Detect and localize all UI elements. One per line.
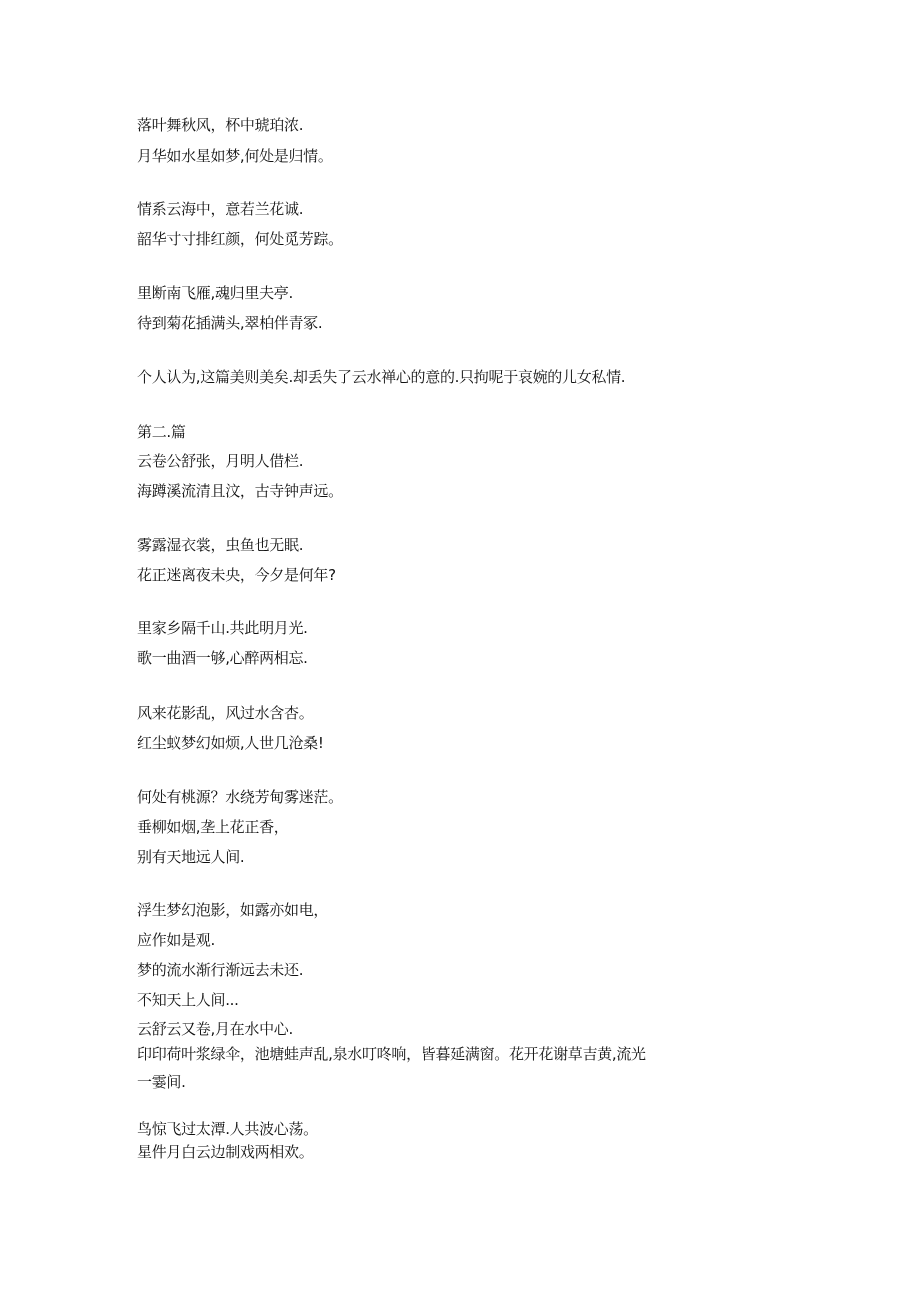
section-heading: 第二.篇 <box>137 423 186 441</box>
poem-line: 应作如是观. <box>137 931 215 949</box>
poem-line: 印印荷叶浆绿伞，池塘蛙声乱,泉水叮咚响，皆暮延满窗。花开花谢草吉黄,流光 <box>137 1045 646 1063</box>
poem-line: 里断南飞雁,魂归里夫亭. <box>137 284 293 302</box>
poem-line: 雾露湿衣裳，虫鱼也无眠. <box>137 536 304 554</box>
poem-line: 情系云海中，意若兰花诚. <box>137 200 304 218</box>
poem-line: 花正迷离夜未央，今夕是何年? <box>137 566 336 584</box>
poem-line: 别有天地远人间. <box>137 848 245 866</box>
poem-line: 落叶舞秋风，杯中琥珀浓. <box>137 116 304 134</box>
poem-line: 何处有桃源？水绕芳甸雾迷茫。 <box>137 788 343 806</box>
poem-line: 红尘蚁梦幻如烦,人世几沧桑! <box>137 734 324 752</box>
poem-line: 云舒云又卷,月在水中心. <box>137 1020 293 1038</box>
poem-line: 风来花影乱，风过水含杏。 <box>137 704 314 722</box>
poem-line: 浮生梦幻泡影，如露亦如电， <box>137 901 329 919</box>
poem-line: 待到菊花插满头,翠柏伴青冢. <box>137 314 323 332</box>
poem-line: 星件月白云边制戏两相欢。 <box>137 1143 314 1161</box>
poem-line: 里家乡隔千山.共此明月光. <box>137 619 308 637</box>
commentary-line: 个人认为,这篇美则美矣.却丢失了云水禅心的意的.只拘呢于哀婉的儿女私情. <box>137 368 626 386</box>
poem-line: 鸟惊飞过太潭.人共波心荡。 <box>137 1120 318 1138</box>
poem-line: 月华如水星如梦,何处是归情。 <box>137 147 333 165</box>
poem-line: 歌一曲酒一够,心醉两相忘. <box>137 649 308 667</box>
poem-line: 梦的流水渐行渐远去未还. <box>137 961 304 979</box>
poem-line: 不知天上人间... <box>137 991 239 1009</box>
poem-line: 海蹲溪流清且汶，古寺钟声远。 <box>137 482 343 500</box>
poem-line: 垂柳如烟,垄上花正香， <box>137 818 289 836</box>
poem-line: 韶华寸寸排红颜，何处觅芳踪。 <box>137 230 343 248</box>
poem-line: 云卷公舒张，月明人借栏. <box>137 452 304 470</box>
poem-line: 一霎间. <box>137 1073 186 1091</box>
